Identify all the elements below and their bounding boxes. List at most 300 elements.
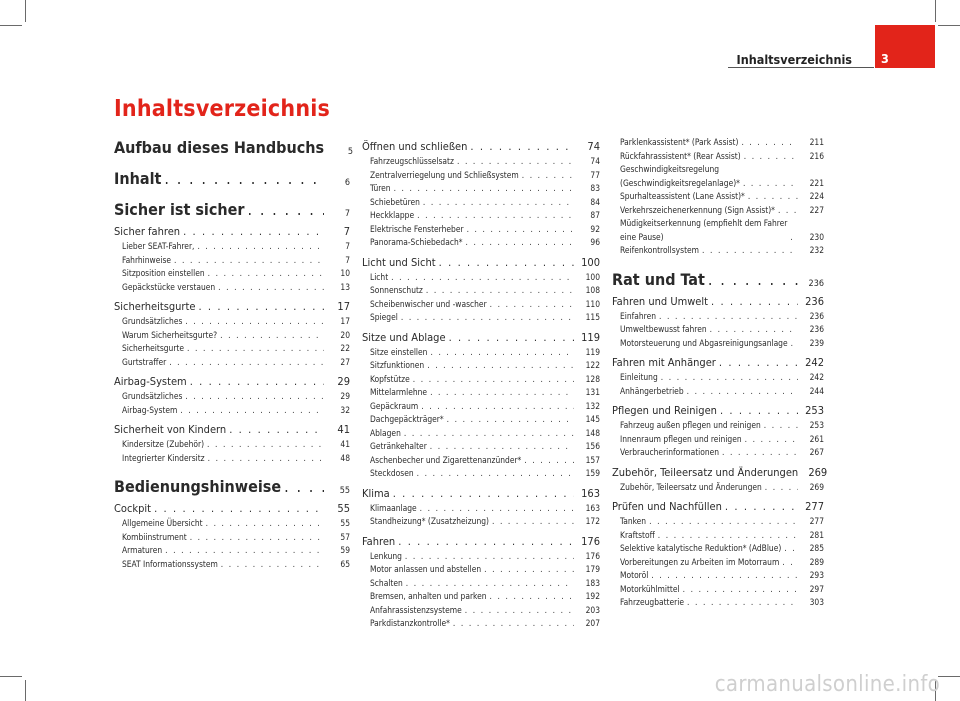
- toc-entry-title: Heckklappe: [370, 210, 415, 220]
- toc-entry[interactable]: [362, 487, 600, 500]
- toc-entry[interactable]: [362, 223, 600, 237]
- toc-entry-title: Tanken: [620, 516, 647, 526]
- toc-entry[interactable]: [612, 515, 824, 529]
- leader-dots: [453, 617, 574, 631]
- toc-entry-page: 132: [585, 400, 600, 411]
- toc-entry[interactable]: [612, 150, 824, 164]
- toc-entry-page: 163: [581, 486, 600, 500]
- leader-dots: [687, 385, 798, 399]
- toc-entry[interactable]: [362, 617, 600, 631]
- toc-entry-title: Verkehrszeichenerkennung (Sign Assist)*: [620, 204, 775, 215]
- toc-entry-page: 227: [809, 204, 824, 215]
- toc-entry[interactable]: [114, 544, 350, 558]
- toc-entry[interactable]: [612, 596, 824, 610]
- leader-dots: [430, 386, 574, 400]
- toc-entry-page: 6: [344, 178, 350, 188]
- toc-entry-page: 57: [340, 531, 350, 542]
- leader-dots: [430, 440, 574, 454]
- toc-entry-title: Müdigkeitserkennung (empfiehlt dem Fahrer eine Pause): [620, 218, 788, 242]
- toc-entry[interactable]: [612, 481, 824, 495]
- toc-entry-page: 100: [585, 271, 600, 282]
- toc-entry-page: 7: [345, 241, 350, 251]
- toc-entry-page: 269: [808, 465, 828, 479]
- toc-entry-title: Sitze und Ablage: [362, 330, 446, 344]
- toc-entry-title: Prüfen und Nachfüllen: [612, 500, 722, 513]
- toc-entry-title: Türen: [370, 183, 391, 193]
- leader-dots: [185, 315, 324, 329]
- toc-entry-page: 7: [344, 209, 350, 219]
- toc-entry-page: 269: [809, 481, 824, 492]
- toc-entry-title: Sicher ist sicher: [114, 200, 245, 219]
- toc-entry[interactable]: [612, 270, 824, 289]
- toc-entry-page: 115: [585, 312, 600, 322]
- toc-entry[interactable]: [114, 423, 350, 436]
- toc-entry-page: 297: [809, 583, 824, 594]
- toc-entry-page: 216: [809, 150, 824, 161]
- toc-entry-page: 108: [585, 285, 600, 295]
- toc-entry[interactable]: [362, 535, 600, 548]
- leader-dots: [484, 563, 574, 577]
- crop-mark: [25, 680, 26, 701]
- leader-dots: [394, 182, 574, 196]
- toc-entry-title: Klimaanlage: [370, 502, 417, 513]
- toc-entry-title: Fahrzeugschlüsselsatz: [370, 156, 454, 166]
- toc-entry-title: Zentralverriegelung und Schließsystem: [370, 169, 519, 180]
- leader-dots: [791, 337, 798, 351]
- leader-dots: [490, 590, 574, 604]
- toc-entry-title: Airbag-System: [122, 404, 178, 415]
- toc-entry[interactable]: [362, 550, 600, 564]
- toc-entry-title: Motor anlassen und abstellen: [370, 564, 482, 574]
- toc-entry-title: Warum Sicherheitsgurte?: [122, 329, 218, 340]
- page-number-tab: 3: [875, 25, 935, 68]
- toc-entry-page: 179: [585, 564, 600, 574]
- toc-entry-page: 74: [587, 140, 600, 153]
- toc-column-3: [612, 128, 828, 610]
- toc-entry[interactable]: [612, 569, 824, 583]
- toc-entry[interactable]: [114, 517, 350, 531]
- leader-dots: [164, 169, 324, 188]
- leader-dots: [778, 204, 798, 218]
- toc-entry-page: 48: [340, 452, 350, 463]
- toc-entry[interactable]: [362, 515, 600, 529]
- toc-entry-title: Sonnenschutz: [370, 285, 423, 295]
- toc-entry-page: 176: [581, 534, 600, 548]
- leader-dots: [401, 311, 574, 325]
- toc-entry-page: 119: [581, 330, 600, 344]
- toc-column-2: [362, 128, 600, 631]
- toc-entry-page: 87: [590, 210, 600, 220]
- toc-entry[interactable]: [612, 446, 824, 460]
- leader-dots: [190, 375, 324, 388]
- leader-dots: [470, 140, 574, 153]
- toc-entry[interactable]: [362, 209, 600, 223]
- toc-entry-title: Sicherheit von Kindern: [114, 423, 227, 436]
- toc-entry[interactable]: [362, 331, 600, 344]
- toc-entry-title: Rückfahrassistent* (Rear Assist): [620, 150, 741, 161]
- toc-entry[interactable]: [612, 556, 824, 570]
- toc-entry-title: Anhängerbetrieb: [620, 385, 684, 396]
- leader-dots: [649, 515, 798, 529]
- toc-entry-page: 122: [585, 360, 600, 370]
- toc-entry-page: 5: [347, 147, 354, 157]
- toc-entry[interactable]: [612, 465, 828, 479]
- toc-entry[interactable]: [114, 502, 350, 515]
- toc-entry-page: 100: [581, 255, 600, 269]
- leader-dots: [208, 452, 324, 466]
- toc-entry[interactable]: [362, 413, 600, 427]
- toc-entry[interactable]: [362, 271, 600, 285]
- leader-dots: [687, 596, 798, 610]
- toc-entry[interactable]: [114, 315, 350, 329]
- toc-entry-title: Fahrhinweise: [122, 254, 172, 265]
- toc-entry-title: Gepäckraum: [370, 400, 419, 411]
- toc-entry-page: 224: [809, 191, 824, 201]
- leader-dots: [421, 400, 574, 414]
- toc-entry-title: Aschenbecher und Zigarettenanzünder*: [370, 454, 522, 465]
- leader-dots: [405, 550, 574, 564]
- leader-dots: [413, 373, 574, 387]
- toc-entry-title: Umweltbewusst fahren: [620, 324, 707, 334]
- toc-entry-title: Scheibenwischer und -wascher: [370, 298, 487, 309]
- leader-dots: [457, 155, 574, 169]
- leader-dots: [206, 517, 324, 531]
- toc-entry[interactable]: [612, 529, 824, 543]
- toc-entry-page: 29: [337, 375, 350, 388]
- toc-entry-page: 236: [809, 324, 824, 334]
- crop-mark: [0, 25, 22, 26]
- leader-dots: [745, 433, 798, 447]
- toc-entry-page: 163: [585, 502, 600, 513]
- leader-dots: [722, 446, 798, 460]
- toc-entry-title: Gurtstraffer: [122, 356, 167, 367]
- toc-entry-title: Fahren: [362, 534, 396, 548]
- toc-entry[interactable]: [114, 329, 350, 343]
- toc-entry-page: 232: [809, 245, 824, 255]
- toc-entry-page: 10: [340, 268, 350, 278]
- toc-entry[interactable]: [612, 310, 824, 324]
- toc-entry-page: 17: [337, 300, 350, 313]
- toc-entry[interactable]: [114, 267, 350, 281]
- toc-entry-title: Geschwindigkeitsregelung (Geschwindigkeitsregelanlage)*: [620, 164, 740, 188]
- toc-entry[interactable]: [362, 140, 600, 153]
- toc-entry[interactable]: [362, 590, 600, 604]
- leader-dots: [524, 454, 574, 468]
- toc-entry[interactable]: [114, 300, 350, 313]
- toc-entry[interactable]: [114, 281, 350, 295]
- toc-entry-page: 303: [809, 597, 824, 607]
- toc-entry-title: Fahren mit Anhänger: [612, 356, 716, 369]
- leader-dots: [185, 390, 324, 404]
- toc-entry[interactable]: [612, 337, 824, 351]
- toc-entry[interactable]: [114, 375, 350, 388]
- toc-entry-title: Allgemeine Übersicht: [122, 518, 203, 528]
- toc-entry[interactable]: [114, 254, 350, 268]
- leader-dots: [393, 487, 574, 500]
- toc-entry[interactable]: [114, 390, 350, 404]
- toc-entry-page: 285: [809, 543, 824, 553]
- toc-entry[interactable]: [362, 346, 600, 360]
- leader-dots: [430, 346, 574, 360]
- toc-entry-page: 55: [339, 486, 350, 496]
- toc-entry-page: 110: [585, 298, 600, 309]
- toc-entry[interactable]: [362, 298, 600, 312]
- toc-entry-title: SEAT Informationssystem: [122, 558, 218, 569]
- toc-entry[interactable]: [114, 342, 350, 356]
- toc-entry-title: Motorsteuerung und Abgasreinigungsanlage: [620, 337, 788, 348]
- leader-dots: [764, 419, 798, 433]
- page-title: Inhaltsverzeichnis: [114, 96, 331, 122]
- toc-entry[interactable]: [612, 217, 824, 244]
- toc-entry[interactable]: [114, 356, 350, 370]
- toc-entry[interactable]: [612, 419, 824, 433]
- toc-entry-page: 221: [809, 177, 824, 188]
- toc-entry[interactable]: [114, 138, 354, 157]
- toc-entry-page: 77: [590, 169, 600, 180]
- toc-entry[interactable]: [612, 371, 824, 385]
- toc-entry-page: 32: [340, 404, 350, 415]
- toc-entry-title: Sitzposition einstellen: [122, 268, 205, 278]
- leader-dots: [439, 256, 574, 269]
- toc-entry[interactable]: [612, 136, 824, 150]
- toc-entry-page: 211: [809, 137, 824, 147]
- toc-entry[interactable]: [362, 563, 600, 577]
- toc-entry-page: 145: [585, 414, 600, 424]
- toc-entry-title: Spiegel: [370, 312, 398, 322]
- toc-entry[interactable]: [114, 477, 350, 496]
- leader-dots: [398, 535, 574, 548]
- leader-dots: [197, 240, 324, 254]
- toc-entry-title: Getränkehalter: [370, 441, 427, 451]
- toc-entry-page: 65: [340, 558, 350, 569]
- toc-entry-page: 17: [340, 316, 350, 326]
- toc-entry[interactable]: [362, 454, 600, 468]
- toc-entry-page: 159: [585, 468, 600, 478]
- toc-column-1: [114, 128, 354, 571]
- leader-dots: [790, 231, 798, 245]
- crop-mark: [938, 25, 960, 26]
- toc-entry-title: Airbag-System: [114, 375, 187, 388]
- toc-entry-page: 131: [585, 387, 600, 397]
- toc-entry-page: 242: [809, 372, 824, 382]
- toc-entry[interactable]: [114, 200, 350, 219]
- toc-entry[interactable]: [362, 169, 600, 183]
- leader-dots: [284, 477, 324, 496]
- toc-entry-page: 261: [809, 433, 824, 444]
- toc-entry[interactable]: [362, 284, 600, 298]
- toc-entry-page: 207: [585, 618, 600, 628]
- toc-entry[interactable]: [362, 256, 600, 269]
- toc-entry-page: 55: [340, 518, 350, 528]
- toc-entry[interactable]: [362, 196, 600, 210]
- toc-entry-page: 22: [340, 343, 350, 353]
- leader-dots: [417, 467, 574, 481]
- toc-entry-title: Kombiinstrument: [122, 531, 187, 542]
- leader-dots: [748, 190, 798, 204]
- toc-entry-page: 157: [585, 454, 600, 465]
- toc-entry-title: Elektrische Fensterheber: [370, 223, 464, 234]
- toc-entry[interactable]: [362, 467, 600, 481]
- toc-entry-title: Klima: [362, 486, 390, 500]
- toc-entry-title: Pflegen und Reinigen: [612, 404, 717, 417]
- toc-entry-title: Standheizung* (Zusatzheizung): [370, 516, 489, 526]
- toc-entry[interactable]: [362, 440, 600, 454]
- toc-entry-page: 41: [340, 439, 350, 449]
- toc-entry-page: 20: [340, 329, 350, 340]
- toc-entry-page: 293: [809, 570, 824, 580]
- toc-entry[interactable]: [362, 502, 600, 516]
- leader-dots: [490, 298, 574, 312]
- leader-dots: [683, 583, 798, 597]
- toc-entry[interactable]: [114, 240, 350, 254]
- leader-dots: [406, 577, 574, 591]
- toc-entry-title: Lieber SEAT-Fahrer,: [122, 241, 195, 251]
- toc-entry[interactable]: [362, 236, 600, 250]
- toc-entry[interactable]: [612, 190, 824, 204]
- toc-entry[interactable]: [612, 163, 824, 190]
- toc-entry-title: Sitzfunktionen: [370, 360, 425, 370]
- leader-dots: [720, 404, 798, 417]
- leader-dots: [174, 254, 324, 268]
- toc-entry[interactable]: [362, 400, 600, 414]
- toc-entry-page: 96: [590, 237, 600, 247]
- toc-entry-title: Mittelarmlehne: [370, 387, 428, 397]
- toc-entry-title: Reifenkontrollsystem: [620, 245, 700, 255]
- toc-entry-page: 277: [809, 516, 824, 526]
- toc-entry-page: 203: [585, 604, 600, 615]
- toc-entry[interactable]: [114, 438, 350, 452]
- leader-dots: [187, 342, 324, 356]
- toc-entry-title: Selektive katalytische Reduktion* (AdBlue): [620, 543, 782, 553]
- toc-entry-page: 59: [340, 545, 350, 555]
- toc-entry-title: Rat und Tat: [612, 269, 705, 289]
- toc-entry[interactable]: [362, 155, 600, 169]
- toc-entry[interactable]: [362, 311, 600, 325]
- toc-entry[interactable]: [612, 356, 824, 369]
- toc-entry-page: 236: [805, 294, 824, 308]
- leader-dots: [190, 531, 324, 545]
- toc-entry-page: 27: [340, 356, 350, 367]
- toc-entry-title: Fahren und Umwelt: [612, 294, 709, 308]
- toc-entry-title: Cockpit: [114, 502, 152, 515]
- leader-dots: [725, 500, 798, 513]
- leader-dots: [522, 169, 574, 183]
- toc-entry[interactable]: [362, 427, 600, 441]
- header-rule: [728, 67, 874, 68]
- toc-entry-title: Innenraum pflegen und reinigen: [620, 433, 742, 444]
- leader-dots: [492, 515, 574, 529]
- toc-entry-page: 41: [337, 423, 350, 436]
- toc-entry[interactable]: [114, 452, 350, 466]
- toc-entry-title: Spurhalteassistent (Lane Assist)*: [620, 191, 745, 201]
- toc-entry-page: 289: [809, 556, 824, 567]
- leader-dots: [744, 150, 798, 164]
- toc-entry[interactable]: [362, 373, 600, 387]
- toc-entry-title: Parklenkassistent* (Park Assist): [620, 137, 739, 147]
- toc-entry-page: 84: [590, 196, 600, 207]
- toc-entry-title: Integrierter Kindersitz: [122, 452, 205, 463]
- toc-entry-title: Parkdistanzkontrolle*: [370, 618, 450, 628]
- toc-entry-title: Sicherheitsgurte: [114, 300, 196, 313]
- toc-entry-title: Fahrzeug außen pflegen und reinigen: [620, 420, 761, 430]
- toc-entry-page: 230: [809, 231, 824, 242]
- toc-entry-page: 13: [340, 281, 350, 292]
- toc-entry-page: 253: [805, 404, 824, 417]
- leader-dots: [391, 271, 574, 285]
- leader-dots: [466, 236, 574, 250]
- leader-dots: [420, 502, 574, 516]
- toc-entry-title: Zubehör, Teileersatz und Änderungen: [620, 481, 762, 492]
- toc-entry[interactable]: [612, 204, 824, 218]
- toc-entry-title: Kindersitze (Zubehör): [122, 439, 205, 449]
- toc-entry-page: 281: [809, 529, 824, 540]
- leader-dots: [449, 331, 574, 344]
- toc-entry-page: 7: [343, 225, 350, 238]
- leader-dots: [711, 295, 798, 308]
- leader-dots: [659, 310, 798, 324]
- leader-dots: [169, 356, 324, 370]
- toc-entry[interactable]: [612, 583, 824, 597]
- toc-entry[interactable]: [114, 225, 350, 238]
- leader-dots: [218, 281, 324, 295]
- toc-entry-title: Motorkühlmittel: [620, 583, 680, 594]
- toc-entry-page: 55: [337, 502, 350, 515]
- leader-dots: [765, 481, 798, 495]
- watermark: carmanualsonline.info: [714, 672, 940, 697]
- leader-dots: [208, 267, 324, 281]
- leader-dots: [447, 413, 574, 427]
- toc-entry[interactable]: [362, 577, 600, 591]
- toc-entry[interactable]: [612, 385, 824, 399]
- leader-dots: [229, 423, 324, 436]
- toc-entry-title: Licht: [370, 271, 389, 282]
- leader-dots: [741, 136, 798, 150]
- toc-entry-page: 29: [340, 391, 350, 401]
- toc-entry[interactable]: [612, 433, 824, 447]
- toc-entry[interactable]: [114, 169, 350, 188]
- toc-entry-title: Sicherheitsgurte: [122, 343, 185, 353]
- toc-entry[interactable]: [612, 500, 824, 513]
- toc-entry[interactable]: [612, 542, 824, 556]
- leader-dots: [467, 223, 574, 237]
- toc-entry[interactable]: [612, 323, 824, 337]
- toc-entry[interactable]: [612, 404, 824, 417]
- toc-entry-page: 119: [585, 346, 600, 357]
- toc-entry[interactable]: [362, 604, 600, 618]
- toc-entry[interactable]: [362, 386, 600, 400]
- toc-entry[interactable]: [362, 182, 600, 196]
- toc-entry[interactable]: [114, 404, 350, 418]
- toc-entry[interactable]: [612, 295, 824, 308]
- toc-entry-page: 83: [590, 183, 600, 193]
- toc-entry-page: 267: [809, 447, 824, 457]
- leader-dots: [658, 529, 798, 543]
- toc-entry-title: Bremsen, anhalten und parken: [370, 591, 487, 601]
- toc-entry-title: Anfahrassistenzsysteme: [370, 604, 462, 615]
- toc-entry-title: Vorbereitungen zu Arbeiten im Motorraum: [620, 556, 780, 567]
- toc-entry-title: Grundsätzliches: [122, 316, 183, 326]
- leader-dots: [165, 544, 324, 558]
- toc-entry[interactable]: [362, 359, 600, 373]
- toc-entry-page: 244: [809, 385, 824, 396]
- leader-dots: [719, 356, 798, 369]
- crop-mark: [25, 0, 26, 22]
- leader-dots: [221, 558, 324, 572]
- toc-entry[interactable]: [114, 531, 350, 545]
- toc-entry[interactable]: [114, 558, 350, 572]
- toc-entry-title: Einleitung: [620, 372, 658, 382]
- toc-entry[interactable]: [612, 244, 824, 258]
